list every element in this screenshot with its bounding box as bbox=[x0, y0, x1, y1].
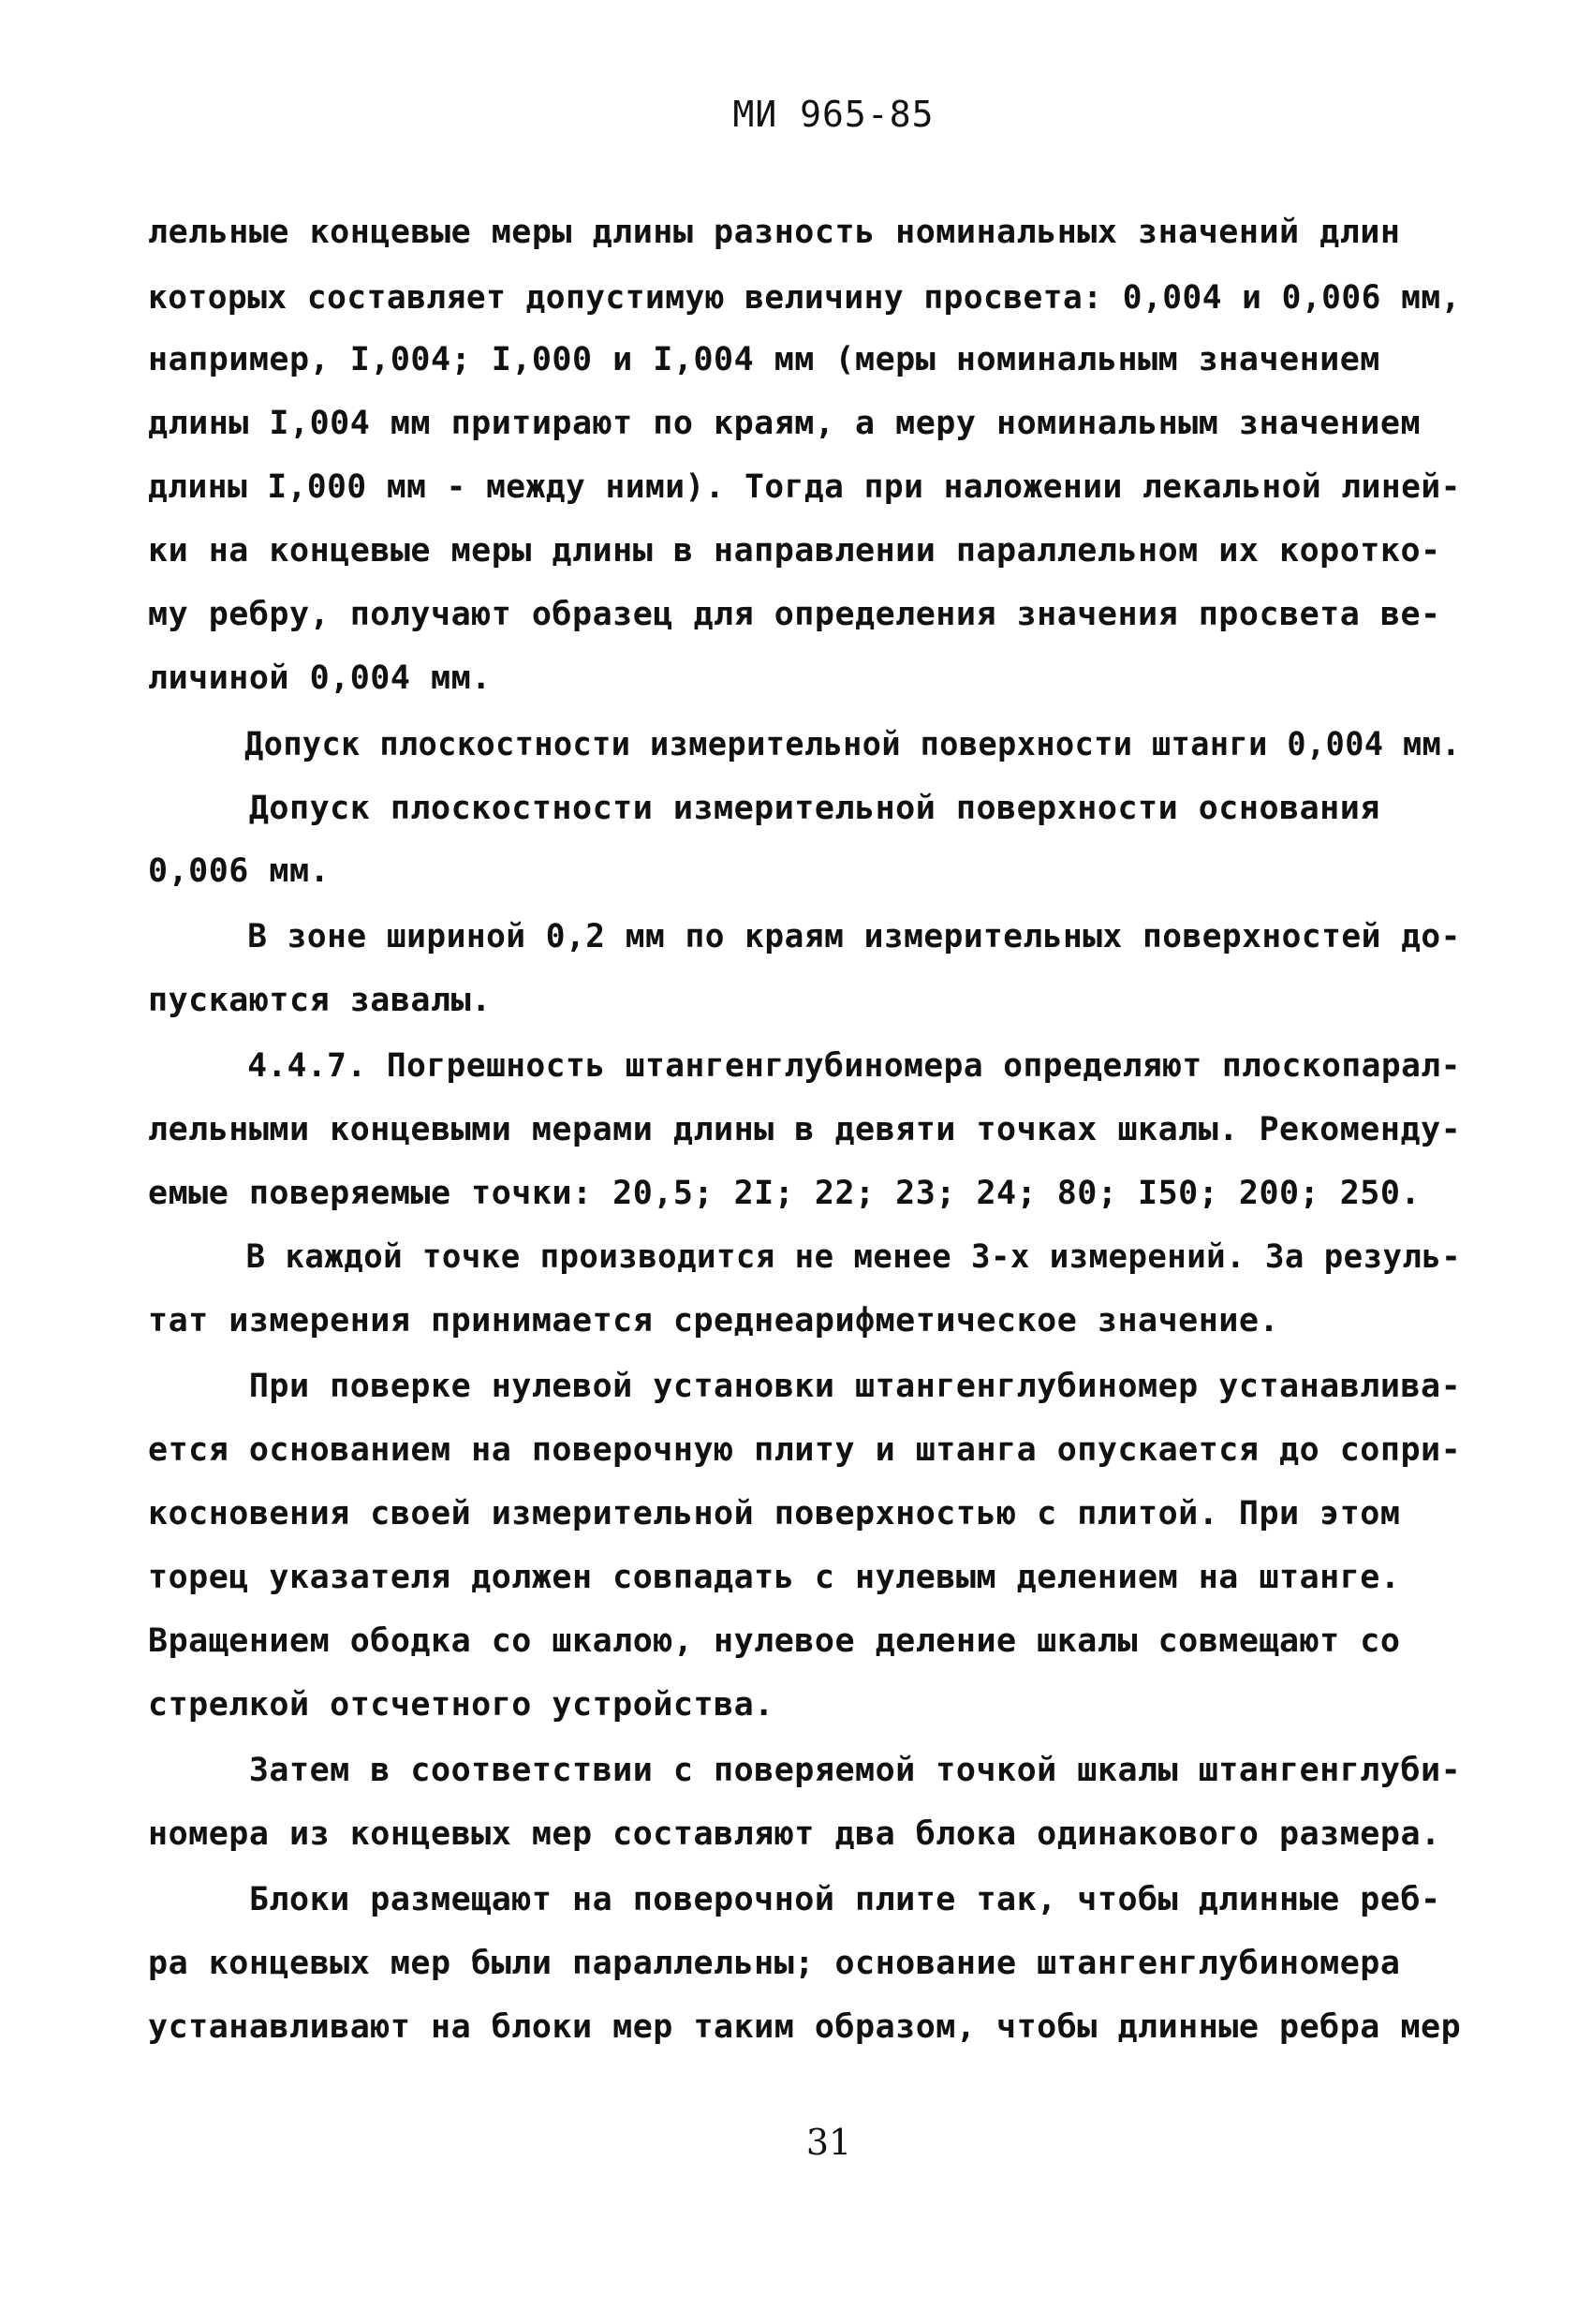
text-line: ки на концевые меры длины в направлении параллельном их коротко- bbox=[148, 532, 1441, 570]
text-line: длины I,000 мм - между ними). Тогда при наложении лекальной линей- bbox=[148, 468, 1461, 506]
text-line: 4.4.7. Погрешность штангенглубиномера определяют плоскопарал- bbox=[148, 1047, 1461, 1085]
text-line: длины I,004 мм притирают по краям, а меру номинальным значением bbox=[148, 405, 1422, 442]
text-line: которых составляет допустимую величину просвета: 0,004 и 0,006 мм, bbox=[148, 279, 1461, 317]
text-line: 0,006 мм. bbox=[148, 852, 331, 890]
text-line: В зоне шириной 0,2 мм по краям измерительных поверхностей до- bbox=[148, 918, 1461, 955]
text-line: При поверке нулевой установки штангенглубиномер устанавлива- bbox=[148, 1368, 1462, 1405]
text-line: Блоки размещают на поверочной плите так, чтобы длинные реб- bbox=[148, 1881, 1441, 1918]
text-line: Допуск плоскостности измерительной поверхности основания bbox=[148, 790, 1380, 827]
text-line: ется основанием на поверочную плиту и штанга опускается до сопри- bbox=[148, 1431, 1462, 1469]
text-line: му ребру, получают образец для определения значения просвета ве- bbox=[148, 596, 1441, 633]
text-line: Затем в соответствии с поверяемой точкой шкалы штангенглуби- bbox=[148, 1752, 1462, 1789]
document-code-header: МИ 965-85 bbox=[732, 94, 935, 135]
text-line: лельными концевыми мерами длины в девяти точках шкалы. Рекоменду- bbox=[148, 1111, 1462, 1148]
text-line: Вращением ободка со шкалою, нулевое деление шкалы совмещают со bbox=[148, 1622, 1401, 1660]
text-line: торец указателя должен совпадать с нулевым делением на штанге. bbox=[148, 1559, 1401, 1596]
text-line: пускаются завалы. bbox=[148, 982, 492, 1019]
text-line: например, I,004; I,000 и I,004 мм (меры номинальным значением bbox=[148, 341, 1380, 378]
text-line: устанавливают на блоки мер таким образом, чтобы длинные ребра мер bbox=[148, 2008, 1462, 2046]
text-line: ра концевых мер были параллельны; основание штангенглубиномера bbox=[148, 1945, 1401, 1982]
text-line: стрелкой отсчетного устройства. bbox=[148, 1686, 774, 1724]
text-line: лельные концевые меры длины разность номинальных значений длин bbox=[148, 214, 1401, 251]
text-line: емые поверяемые точки: 20,5; 2I; 22; 23; 24; 80; I50; 200; 250. bbox=[148, 1175, 1422, 1212]
text-line: личиной 0,004 мм. bbox=[148, 659, 492, 697]
text-line: номера из концевых мер составляют два блока одинакового размера. bbox=[148, 1815, 1441, 1853]
page-number: 31 bbox=[805, 2122, 852, 2163]
text-line: В каждой точке производится не менее 3-х измерений. За резуль- bbox=[148, 1238, 1462, 1276]
text-line: косновения своей измерительной поверхностью с плитой. При этом bbox=[148, 1495, 1401, 1532]
text-line: тат измерения принимается среднеарифметическое значение. bbox=[148, 1302, 1280, 1340]
text-line: Допуск плоскостности измерительной поверхности штанги 0,004 мм. bbox=[148, 726, 1461, 763]
